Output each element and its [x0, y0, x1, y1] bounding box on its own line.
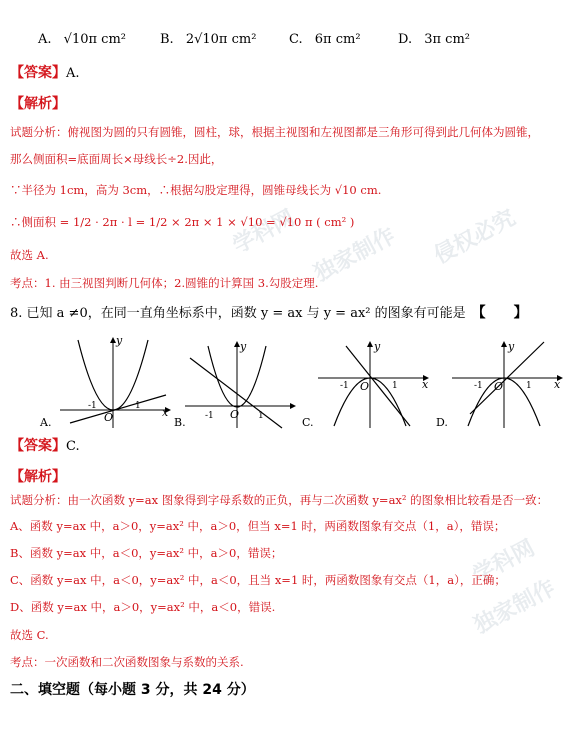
option-c	[289, 32, 361, 47]
option-b-letter: B.	[160, 32, 174, 47]
q7-analysis-line1: 试题分析：俯视图为圆的只有圆锥，圆柱，球，根据主视图和左视图都是三角形可得到此几何体为圆锥，	[10, 125, 539, 139]
q8-bracket: 【 】	[471, 305, 528, 321]
axis-x-label: x	[422, 378, 429, 391]
option-b-value: 2√10π cm²	[185, 32, 257, 47]
option-a-letter: A.	[38, 32, 52, 47]
tick-pos-one: 1	[526, 381, 532, 391]
tick-pos-one: 1	[258, 411, 264, 421]
axis-y-label: y	[240, 340, 247, 353]
q8-line-b: B、函数 y=ax 中，a＜0，y=ax² 中，a＞0，错误；	[10, 546, 283, 560]
q7-analysis-tag: 【解析】	[10, 96, 66, 112]
axis-y-label: y	[116, 334, 123, 347]
watermark: 独家制作	[310, 223, 400, 287]
answer-tag: 【答案】	[10, 438, 66, 454]
origin-label: O	[494, 380, 504, 393]
q8-choose: 故选 C.	[10, 628, 49, 642]
q7-options	[38, 32, 126, 47]
graph-a	[39, 334, 170, 429]
q8-stem-text: 8. 已知 a ≠0，在同一直角坐标系中，函数 y = ax 与 y = ax² 的图象有可能是	[10, 306, 466, 321]
section-title: 二、填空题（每小题 3 分，共 24 分）	[10, 682, 255, 698]
graph-a-label: A.	[40, 416, 52, 429]
q7-points: 考点：1. 由三视图判断几何体；2.圆锥的计算国 3.勾股定理.	[10, 276, 319, 290]
watermark: 侵权必究	[430, 205, 520, 269]
graph-b-label: B.	[174, 416, 186, 429]
q7-answer	[10, 62, 80, 82]
option-c-value: 6π cm²	[314, 32, 361, 47]
graph-d-label: D.	[436, 416, 448, 429]
tick-neg-one: -1	[340, 381, 349, 391]
axis-y-label: y	[508, 340, 515, 353]
q8-stem	[10, 302, 528, 322]
graph-b	[174, 340, 295, 429]
origin-label: O	[230, 408, 240, 421]
tick-pos-one: 1	[135, 401, 141, 411]
answer-tag: 【答案】	[10, 65, 66, 81]
graph-d	[436, 340, 562, 429]
q8-line-d: D、函数 y=ax 中，a＞0，y=ax² 中，a＜0，错误.	[10, 600, 276, 614]
option-d-value: 3π cm²	[424, 32, 471, 47]
q8-analysis-tag: 【解析】	[10, 469, 66, 485]
answer-value: C.	[66, 439, 80, 454]
origin-label: O	[104, 411, 114, 424]
axis-x-label: x	[162, 406, 169, 419]
option-a-value: √10π cm²	[63, 32, 126, 47]
watermark: 学科网	[228, 205, 299, 259]
origin-label: O	[360, 380, 370, 393]
graph-c	[302, 340, 429, 429]
answer-value: A.	[66, 66, 80, 81]
option-c-letter: C.	[289, 32, 303, 47]
q7-calc-line2: ∴侧面积 = 1/2 · 2π · l = 1/2 × 2π × 1 × √10 = √10 π ( cm² )	[10, 215, 355, 229]
tick-neg-one: -1	[474, 381, 483, 391]
option-b	[160, 32, 256, 47]
option-d-letter: D.	[398, 32, 413, 47]
q8-line-c: C、函数 y=ax 中，a＜0，y=ax² 中，a＜0，且当 x=1 时，两函数图象有交点（1，a），正确；	[10, 573, 506, 587]
option-d	[398, 32, 470, 47]
watermark: 独家制作	[470, 575, 560, 639]
graph-c-label: C.	[302, 416, 314, 429]
q7-analysis-line2: 那么侧面积=底面周长×母线长÷2.因此，	[10, 152, 223, 166]
axis-y-label: y	[374, 340, 381, 353]
q8-answer	[10, 435, 80, 455]
q7-choose: 故选 A.	[10, 248, 49, 262]
q7-calc-line1: ∵半径为 1cm，高为 3cm，∴根据勾股定理得，圆锥母线长为 √10 cm.	[10, 183, 382, 197]
q8-line-a: A、函数 y=ax 中，a＞0，y=ax² 中，a＞0，但当 x=1 时，两函数图象有交点（1，a），错误；	[10, 519, 506, 533]
tick-pos-one: 1	[392, 381, 398, 391]
q8-analysis-line1: 试题分析：由一次函数 y=ax 图象得到字母系数的正负，再与二次函数 y=ax² 的图象相比较看是否一致：	[10, 493, 549, 507]
tick-neg-one: -1	[88, 401, 97, 411]
watermark: 学科网	[468, 535, 539, 589]
q8-graphs	[0, 332, 568, 432]
tick-neg-one: -1	[205, 411, 214, 421]
q8-points: 考点：一次函数和二次函数图象与系数的关系.	[10, 655, 244, 669]
axis-x-label: x	[554, 378, 561, 391]
